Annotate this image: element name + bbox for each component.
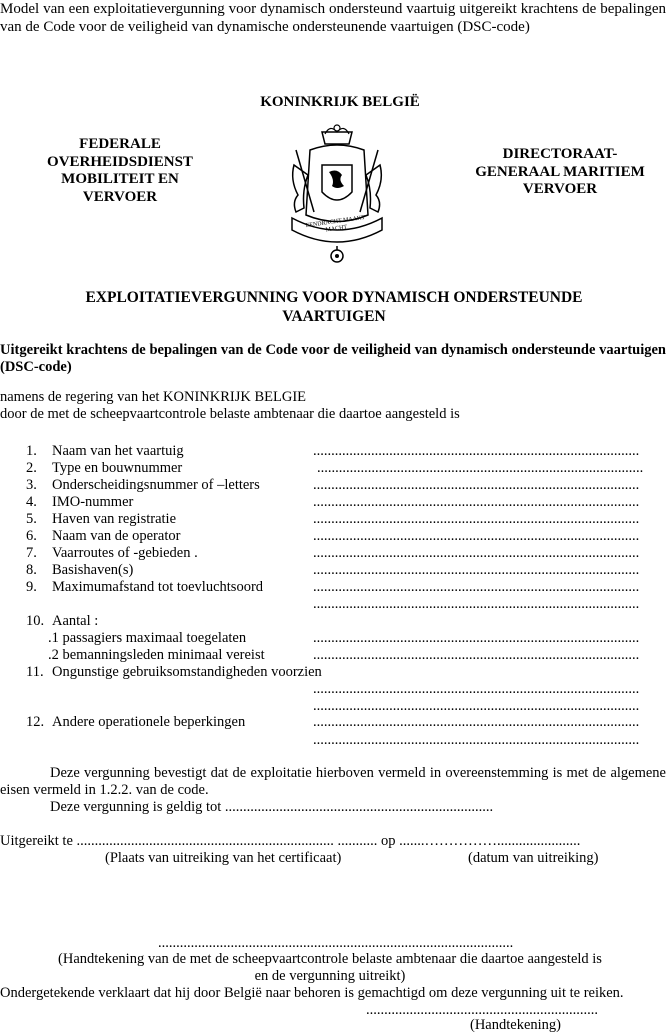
item-number: 10.	[26, 613, 45, 629]
item-number: 11.	[26, 664, 44, 680]
signature-field[interactable]: ................................................................	[366, 1002, 598, 1018]
item-number: 3.	[26, 477, 37, 493]
right-authority-line: DIRECTORAAT-	[502, 146, 618, 162]
list-item-continuation	[0, 698, 668, 715]
item-label: .2 bemanningsleden minimaal vereist	[48, 647, 265, 663]
left-authority	[30, 136, 210, 206]
list-item	[0, 647, 668, 664]
list-item-continuation	[0, 681, 668, 698]
subtitle: Uitgereikt krachtens de bepalingen van de Code voor de veiligheid van dynamisch ondersteunde vaartuigen (DSC-code)	[0, 342, 666, 375]
left-authority-line: VERVOER	[82, 188, 158, 205]
list-item	[0, 630, 668, 647]
item-label: Aantal :	[52, 613, 99, 629]
item-number: 4.	[26, 494, 37, 510]
issuer-block	[0, 389, 666, 423]
item-label: Maximumafstand tot toevluchtsoord	[52, 579, 264, 595]
fill-in-field[interactable]: ..........................................................................................	[313, 443, 640, 459]
crest-banner-text: EENDRACHT MAAKT MACHT	[305, 214, 366, 234]
item-label: Naam van het vaartuig	[52, 443, 184, 459]
item-number: 7.	[26, 545, 37, 561]
signature-caption: (Handtekening)	[470, 1017, 561, 1033]
on-label: op	[381, 833, 396, 849]
validity-line	[50, 799, 500, 816]
item-number: 2.	[26, 460, 37, 476]
list-item	[0, 443, 668, 460]
item-label: Haven van registratie	[52, 511, 177, 527]
item-label: .1 passagiers maximaal toegelaten	[48, 630, 247, 646]
list-item	[0, 714, 668, 731]
fill-in-field[interactable]: ..........................................................................................	[313, 511, 640, 527]
item-label: Vaarroutes of -gebieden .	[52, 545, 198, 561]
issued-at-label: Uitgereikt te	[0, 833, 73, 849]
issue-date-field[interactable]: .......…………….......................	[399, 833, 581, 849]
list-item	[0, 664, 668, 681]
item-number: 6.	[26, 528, 37, 544]
intro-paragraph: Model van een exploitatievergunning voor dynamisch ondersteund vaartuig uitgereikt krachtens de bepalingen van de Code voor de veiligheid van dynamische ondersteunende vaartuigen (DSC-code)	[0, 1, 666, 35]
validity-date-field[interactable]: ..........................................................................	[224, 799, 494, 815]
left-authority-line: OVERHEIDSDIENST	[47, 153, 193, 170]
item-number: 5.	[26, 511, 37, 527]
item-label: IMO-nummer	[52, 494, 134, 510]
list-item	[0, 562, 668, 579]
item-label: Ongunstige gebruiksomstandigheden voorzien	[52, 664, 322, 680]
fill-in-field[interactable]: ..........................................................................................	[313, 562, 640, 578]
fill-in-field[interactable]: ..........................................................................................	[317, 460, 644, 476]
list-item	[0, 613, 668, 630]
official-signature-field[interactable]: ..................................................................................................	[158, 935, 514, 951]
item-label: Type en bouwnummer	[52, 460, 183, 476]
list-item	[0, 579, 668, 596]
issuer-line: door de met de scheepvaartcontrole belaste ambtenaar die daartoe aangesteld is	[0, 406, 460, 422]
list-item	[0, 460, 668, 477]
list-item-continuation	[0, 596, 668, 613]
item-number: 1.	[26, 443, 37, 459]
fill-in-field[interactable]: ..........................................................................................	[313, 681, 640, 697]
list-item	[0, 528, 668, 545]
title-line: EXPLOITATIEVERGUNNING VOOR DYNAMISCH ONDERSTEUNDE	[85, 289, 583, 306]
list-item	[0, 511, 668, 528]
list-item	[0, 494, 668, 511]
declaration-text: Ondergetekende verklaart dat hij door België naar behoren is gemachtigd om deze vergunning uit te reiken.	[0, 985, 624, 1001]
list-item-continuation	[0, 732, 668, 749]
fill-in-field[interactable]: ..........................................................................................	[313, 596, 640, 612]
fill-in-field[interactable]: ..........................................................................................	[313, 630, 640, 646]
place-caption: (Plaats van uitreiking van het certificaat)	[105, 850, 342, 866]
fill-in-field[interactable]: ..........................................................................................	[313, 647, 640, 663]
caption-line: en de vergunning uitreikt)	[254, 968, 406, 984]
issued-line	[0, 833, 610, 850]
list-item	[0, 545, 668, 562]
fill-in-field[interactable]: ..........................................................................................	[313, 545, 640, 561]
fill-in-field[interactable]: ..........................................................................................	[313, 714, 640, 730]
item-number: 8.	[26, 562, 37, 578]
item-label: Onderscheidingsnummer of –letters	[52, 477, 260, 493]
list-item	[0, 477, 668, 494]
conformity-paragraph: Deze vergunning bevestigt dat de exploitatie hierboven vermeld in overeenstemming is met de algemene eisen vermeld in 1.2.2. van de code.	[0, 765, 666, 798]
fill-in-field[interactable]: ..........................................................................................	[313, 732, 640, 748]
item-label: Naam van de operator	[52, 528, 181, 544]
date-caption: (datum van uitreiking)	[468, 850, 599, 866]
item-number: 9.	[26, 579, 37, 595]
right-authority	[455, 146, 665, 199]
item-label: Andere operationele beperkingen	[52, 714, 246, 730]
validity-label: Deze vergunning is geldig tot	[50, 799, 222, 815]
left-authority-line: MOBILITEIT EN	[61, 171, 179, 187]
issue-place-field[interactable]: ....................................................................... ...........	[76, 833, 378, 849]
fill-in-field[interactable]: ..........................................................................................	[313, 477, 640, 493]
fill-in-field[interactable]: ..........................................................................................	[313, 528, 640, 544]
item-label: Basishaven(s)	[52, 562, 134, 578]
fill-in-field[interactable]: ..........................................................................................	[313, 579, 640, 595]
left-authority-line: FEDERALE	[79, 136, 161, 152]
kingdom-heading: KONINKRIJK BELGIË	[260, 94, 420, 110]
fill-in-field[interactable]: ..........................................................................................	[313, 698, 640, 714]
certificate-title	[20, 288, 648, 326]
right-authority-line: VERVOER	[522, 181, 598, 197]
caption-line: (Handtekening van de met de scheepvaartcontrole belaste ambtenaar die daartoe aangesteld is	[58, 951, 602, 967]
title-line: VAARTUIGEN	[282, 308, 386, 325]
belgian-coat-of-arms-icon	[282, 120, 392, 270]
fill-in-field[interactable]: ..........................................................................................	[313, 494, 640, 510]
issuer-line: namens de regering van het KONINKRIJK BELGIE	[0, 389, 307, 405]
right-authority-line: GENERAAL MARITIEM	[475, 163, 645, 180]
official-signature-caption	[0, 951, 660, 985]
item-number: 12.	[26, 714, 45, 730]
